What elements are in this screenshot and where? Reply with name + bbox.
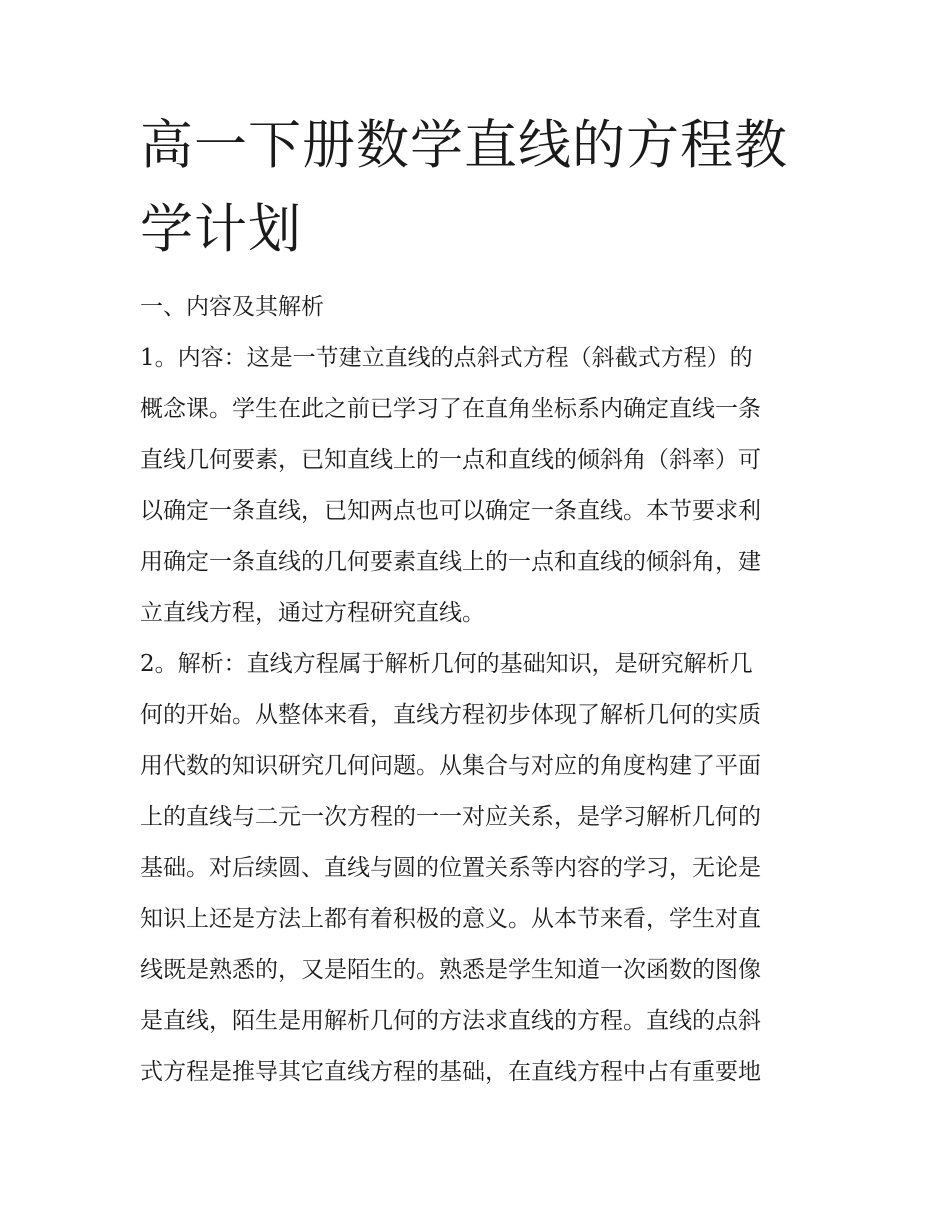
- paragraph-line: 上的直线与二元一次方程的一一对应关系，是学习解析几何的: [140, 804, 761, 830]
- document-page: [140, 104, 820, 1098]
- paragraph-line: 用确定一条直线的几何要素直线上的一点和直线的倾斜角，建: [140, 549, 761, 575]
- paragraph-line: 知识上还是方法上都有着积极的意义。从本节来看，学生对直: [140, 906, 761, 932]
- paragraph-line: 以确定一条直线，已知两点也可以确定一条直线。本节要求利: [140, 498, 761, 524]
- paragraph-line: 用代数的知识研究几何问题。从集合与对应的角度构建了平面: [140, 753, 761, 779]
- document-body: [140, 282, 820, 1098]
- paragraph-line: 直线几何要素，已知直线上的一点和直线的倾斜角（斜率）可: [140, 447, 761, 473]
- paragraph-line: 1。内容：这是一节建立直线的点斜式方程（斜截式方程）的: [140, 345, 753, 371]
- paragraph-line: 基础。对后续圆、直线与圆的位置关系等内容的学习，无论是: [140, 855, 761, 881]
- paragraph-line: 何的开始。从整体来看，直线方程初步体现了解析几何的实质: [140, 702, 761, 728]
- document-title: 高一下册数学直线的方程教学计划: [140, 115, 788, 260]
- section-heading: 一、内容及其解析: [140, 294, 324, 320]
- paragraph-line: 立直线方程，通过方程研究直线。: [140, 600, 485, 626]
- paragraph-line: 2。解析：直线方程属于解析几何的基础知识，是研究解析几: [140, 651, 753, 677]
- paragraph-line: 线既是熟悉的，又是陌生的。熟悉是学生知道一次函数的图像: [140, 957, 761, 983]
- paragraph-line: 是直线，陌生是用解析几何的方法求直线的方程。直线的点斜: [140, 1008, 761, 1034]
- paragraph-line: 概念课。学生在此之前已学习了在直角坐标系内确定直线一条: [140, 396, 761, 422]
- paragraph-line: 式方程是推导其它直线方程的基础，在直线方程中占有重要地: [140, 1059, 761, 1085]
